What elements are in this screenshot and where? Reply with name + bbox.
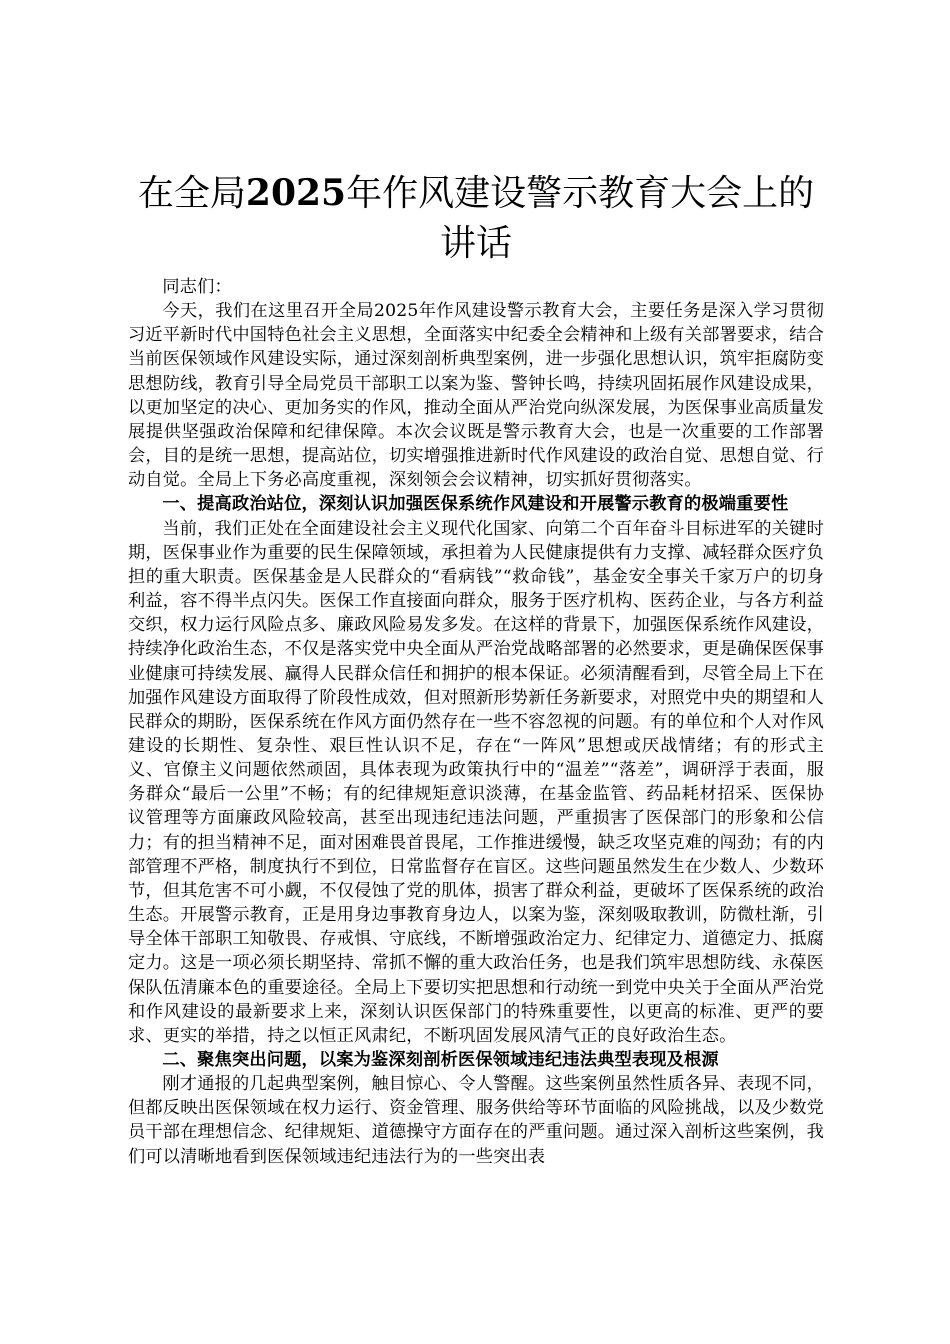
body-paragraph: 当前，我们正处在全面建设社会主义现代化国家、向第二个百年奋斗目标进军的关键时期，医保事业作为重要的民生保障领域，承担着为人民健康提供有力支撑、减轻群众医疗负担的重大职责。医保基金是人民群众的“看病钱”“救命钱”，基金安全事关千家万户的切身利益，容不得半点闪失。医保工作直接面向群众，服务于医疗机构、医药企业，与各方利益交织，权力运行风险点多、廉政风险易发多发。在这样的背景下，加强医保系统作风建设，持续净化政治生态，不仅是落实党中央全面从严治党战略部署的必然要求，更是确保医保事业健康可持续发展、赢得人民群众信任和拥护的根本保证。必须清醒看到，尽管全局上下在加强作风建设方面取得了阶段性成效，但对照新形势新任务新要求，对照党中央的期望和人民群众的期盼，医保系统在作风方面仍然存在一些不容忽视的问题。有的单位和个人对作风建设的长期性、复杂性、艰巨性认识不足，存在“一阵风”思想或厌战情绪；有的形式主义、官僚主义问题依然顽固，具体表现为政策执行中的“温差”“落差”，调研浮于表面，服务群众“最后一公里”不畅；有的纪律规矩意识淡薄，在基金监管、药品耗材招采、医保协议管理等方面廉政风险较高，甚至出现违纪违法问题，严重损害了医保部门的形象和公信力；有的担当精神不足，面对困难畏首畏尾，工作推进缓慢，缺乏攻坚克难的闯劲；有的内部管理不严格，制度执行不到位，日常监督存在盲区。这些问题虽然发生在少数人、少数环节，但其危害不可小觑，不仅侵蚀了党的肌体，损害了群众利益，更破坏了医保系统的政治生态。开展警示教育，正是用身边事教育身边人，以案为鉴，深刻吸取教训，防微杜渐，引导全体干部职工知敬畏、存戒惧、守底线，不断增强政治定力、纪律定力、道德定力、抵腐定力。这是一项必须长期坚持、常抓不懈的重大政治任务，也是我们筑牢思想防线、永葆医保队伍清廉本色的重要途径。全局上下要切实把思想和行动统一到党中央关于全面从严治党和作风建设的最新要求上来，深刻认识医保部门的特殊重要性，以更高的标准、更严的要求、更实的举措，持之以恒正风肃纪，不断巩固发展风清气正的良好政治生态。 <box>128 518 824 1046</box>
salutation: 同志们： <box>162 277 232 297</box>
document-body <box>128 299 824 1169</box>
section-heading: 一、提高政治站位，深刻认识加强医保系统作风建设和开展警示教育的极端重要性 <box>162 494 789 515</box>
body-paragraph: 刚才通报的几起典型案例，触目惊心、令人警醒。这些案例虽然性质各异、表现不同，但都反映出医保领域在权力运行、资金管理、服务供给等环节面临的风险挑战，以及少数党员干部在理想信念、纪律规矩、道德操守方面存在的严重问题。通过深入剖析这些案例，我们可以清晰地看到医保领域违纪违法行为的一些突出表 <box>128 1074 824 1167</box>
title-year: 2025 <box>245 172 347 214</box>
document-page <box>128 168 824 1169</box>
title-prefix: 在全局 <box>137 173 246 214</box>
body-paragraph: 今天，我们在这里召开全局2025年作风建设警示教育大会，主要任务是深入学习贯彻习近平新时代中国特色社会主义思想，全面落实中纪委全会精神和上级有关部署要求，结合当前医保领域作风建设实际，通过深刻剖析典型案例，进一步强化思想认识，筑牢拒腐防变思想防线，教育引导全局党员干部职工以案为鉴、警钟长鸣，持续巩固拓展作风建设成果，以更加坚定的决心、更加务实的作风，推动全面从严治党向纵深发展，为医保事业高质量发展提供坚强政治保障和纪律保障。本次会议既是警示教育大会，也是一次重要的工作部署会，目的是统一思想，提高站位，切实增强推进新时代作风建设的政治自觉、思想自觉、行动自觉。全局上下务必高度重视，深刻领会会议精神，切实抓好贯彻落实。 <box>128 301 824 491</box>
section-heading: 二、聚焦突出问题，以案为鉴深刻剖析医保领域违纪违法典型表现及根源 <box>162 1050 719 1070</box>
document-title <box>128 168 824 269</box>
title-suffix: 年作风建设警示教育大会上的讲话 <box>346 173 815 264</box>
